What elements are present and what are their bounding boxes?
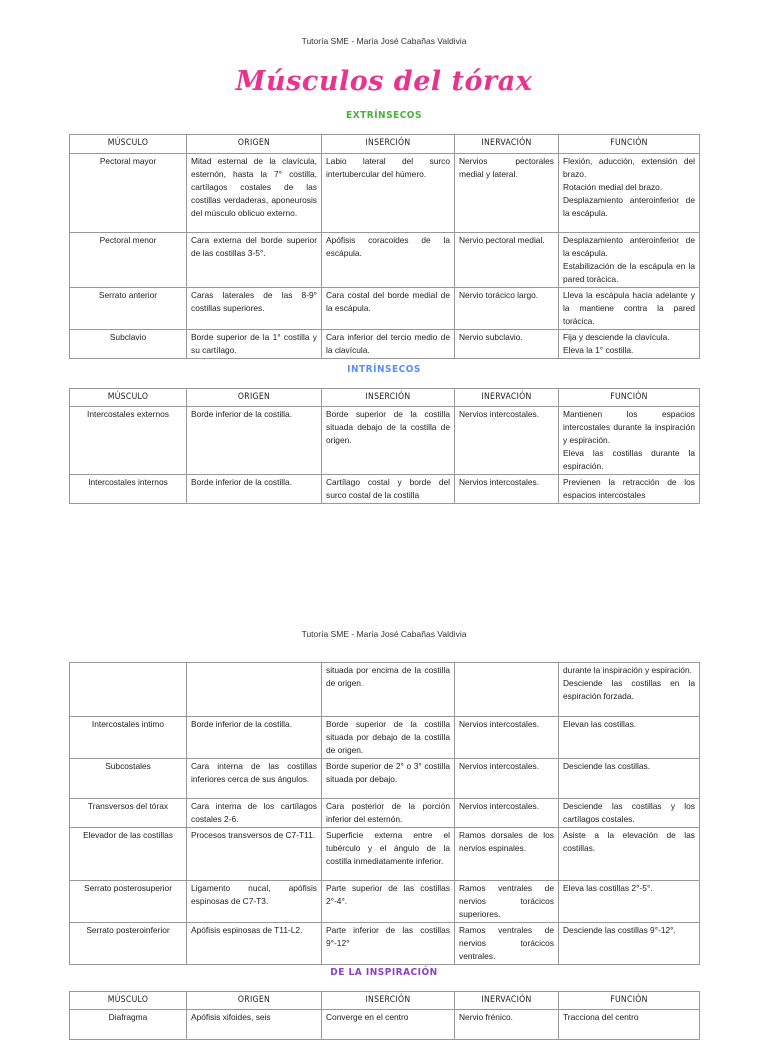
column-header-innervation: INERVACIÓN xyxy=(455,992,559,1010)
cell-origin: Procesos transversos de C7-T11. xyxy=(187,828,322,881)
cell-origin: Cara interna de los cartílagos costales 2-6. xyxy=(187,799,322,828)
cell-muscle: Transversos del tórax xyxy=(70,799,187,828)
cell-function: Fija y desciende la clavícula. Eleva la 1° costilla. xyxy=(559,330,700,359)
cell-insertion: Parte inferior de las costillas 9°-12° xyxy=(322,923,455,965)
cell-origin: Cara externa del borde superior de las costillas 3-5°. xyxy=(187,233,322,288)
page-title: Músculos del tórax xyxy=(235,66,533,97)
cell-muscle: Subclavio xyxy=(70,330,187,359)
cell-innervation: Nervio frénico. xyxy=(455,1010,559,1040)
cell-origin: Apófisis xifoides, seis xyxy=(187,1010,322,1040)
cell-muscle: Subcostales xyxy=(70,759,187,799)
column-header-insertion: INSERCIÓN xyxy=(322,389,455,407)
cell-function: Previenen la retracción de los espacios intercostales xyxy=(559,475,700,504)
cell-muscle: Elevador de las costillas xyxy=(70,828,187,881)
cell-function: Desciende las costillas. xyxy=(559,759,700,799)
table-row xyxy=(70,330,700,359)
cell-function: Lleva la escápula hacia adelante y la mantiene contra la pared torácica. xyxy=(559,288,700,330)
table-row xyxy=(70,759,700,799)
cell-muscle: Intercostales internos xyxy=(70,475,187,504)
cell-function: Flexión, aducción, extensión del brazo. Rotación medial del brazo. Desplazamiento anteroinferior de la escápula. xyxy=(559,154,700,233)
cell-function: Eleva las costillas 2°-5°. xyxy=(559,881,700,923)
page-header-2: Tutoría SME - María José Cabañas Valdivia xyxy=(301,629,467,639)
cell-function: Elevan las costillas. xyxy=(559,717,700,759)
column-header-origin: ORIGEN xyxy=(187,992,322,1010)
cell-insertion: Borde superior de la costilla situada debajo de la costilla de origen. xyxy=(322,407,455,475)
cell-function: Desplazamiento anteroinferior de la escápula. Estabilización de la escápula en la pared torácica. xyxy=(559,233,700,288)
cell-insertion: situada por encima de la costilla de origen. xyxy=(322,663,455,717)
cell-origin: Borde superior de la 1° costilla y su cartílago. xyxy=(187,330,322,359)
cell-origin xyxy=(187,663,322,717)
section-heading-extrinsecos: EXTRÍNSECOS xyxy=(346,110,422,121)
cell-muscle xyxy=(70,663,187,717)
cell-origin: Caras laterales de las 8-9° costillas superiores. xyxy=(187,288,322,330)
table-header-row xyxy=(70,135,700,154)
cell-innervation: Nervios intercostales. xyxy=(455,717,559,759)
cell-muscle: Serrato posterosuperior xyxy=(70,881,187,923)
cell-origin: Borde inferior de la costilla. xyxy=(187,475,322,504)
cell-muscle: Serrato anterior xyxy=(70,288,187,330)
cell-muscle: Intercostales intimo xyxy=(70,717,187,759)
cell-muscle: Pectoral mayor xyxy=(70,154,187,233)
table-row xyxy=(70,799,700,828)
column-header-function: FUNCIÓN xyxy=(559,992,700,1010)
cell-insertion: Cartílago costal y borde del surco costal de la costilla xyxy=(322,475,455,504)
column-header-insertion: INSERCIÓN xyxy=(322,135,455,154)
cell-insertion: Cara posterior de la porción inferior del esternón. xyxy=(322,799,455,828)
page-header: Tutoría SME - María José Cabañas Valdivia xyxy=(301,36,467,46)
cell-innervation xyxy=(455,663,559,717)
cell-insertion: Cara costal del borde medial de la escápula. xyxy=(322,288,455,330)
cell-function: Desciende las costillas y los cartílagos costales. xyxy=(559,799,700,828)
table-row xyxy=(70,828,700,881)
cell-muscle: Serrato posteroinferior xyxy=(70,923,187,965)
table-row xyxy=(70,233,700,288)
muscle-table-intrinsecos xyxy=(69,388,700,504)
muscle-table-intrinsecos-continued xyxy=(69,662,700,965)
cell-muscle: Pectoral menor xyxy=(70,233,187,288)
cell-innervation: Nervio pectoral medial. xyxy=(455,233,559,288)
cell-insertion: Borde superior de 2° o 3° costilla situada por debajo. xyxy=(322,759,455,799)
column-header-origin: ORIGEN xyxy=(187,135,322,154)
cell-innervation: Nervios pectorales medial y lateral. xyxy=(455,154,559,233)
cell-insertion: Converge en el centro xyxy=(322,1010,455,1040)
cell-innervation: Nervios intercostales. xyxy=(455,759,559,799)
column-header-muscle: MÚSCULO xyxy=(70,389,187,407)
cell-insertion: Superficie externa entre el tubérculo y el ángulo de la costilla inmediatamente inferior. xyxy=(322,828,455,881)
cell-function: Desciende las costillas 9°-12°. xyxy=(559,923,700,965)
table-header-row xyxy=(70,992,700,1010)
column-header-innervation: INERVACIÓN xyxy=(455,389,559,407)
section-heading-inspiracion: DE LA INSPIRACIÓN xyxy=(330,967,438,978)
cell-innervation: Nervios intercostales. xyxy=(455,475,559,504)
table-row xyxy=(70,663,700,717)
cell-innervation: Ramos ventrales de nervios torácicos superiores. xyxy=(455,881,559,923)
table-row xyxy=(70,1010,700,1040)
cell-origin: Borde inferior de la costilla. xyxy=(187,407,322,475)
muscle-table-extrinsecos xyxy=(69,134,700,359)
cell-insertion: Borde superior de la costilla situada por debajo de la costilla de origen. xyxy=(322,717,455,759)
cell-function: Mantienen los espacios intercostales durante la inspiración y espiración. Eleva las costillas durante la espiración. xyxy=(559,407,700,475)
cell-origin: Ligamento nucal, apófisis espinosas de C7-T3. xyxy=(187,881,322,923)
section-heading-intrinsecos: INTRÍNSECOS xyxy=(347,364,421,375)
cell-origin: Mitad esternal de la clavícula, esternón, hasta la 7° costilla, cartílagos costales de las costillas verdaderas, aponeurosis del músculo oblicuo externo. xyxy=(187,154,322,233)
cell-function: durante la inspiración y espiración. Desciende las costillas en la espiración forzada. xyxy=(559,663,700,717)
cell-insertion: Cara inferior del tercio medio de la clavícula. xyxy=(322,330,455,359)
column-header-muscle: MÚSCULO xyxy=(70,135,187,154)
cell-innervation: Nervio subclavio. xyxy=(455,330,559,359)
cell-function: Asiste a la elevación de las costillas. xyxy=(559,828,700,881)
cell-origin: Borde inferior de la costilla. xyxy=(187,717,322,759)
cell-innervation: Ramos ventrales de nervios torácicos ventrales. xyxy=(455,923,559,965)
cell-muscle: Intercostales externos xyxy=(70,407,187,475)
cell-insertion: Parte superior de las costillas 2°-4°. xyxy=(322,881,455,923)
column-header-muscle: MÚSCULO xyxy=(70,992,187,1010)
table-row xyxy=(70,923,700,965)
column-header-function: FUNCIÓN xyxy=(559,135,700,154)
cell-innervation: Ramos dorsales de los nervios espinales. xyxy=(455,828,559,881)
table-row xyxy=(70,288,700,330)
cell-insertion: Apófisis coracoides de la escápula. xyxy=(322,233,455,288)
table-row xyxy=(70,717,700,759)
cell-origin: Apófisis espinosas de T11-L2. xyxy=(187,923,322,965)
table-row xyxy=(70,881,700,923)
column-header-origin: ORIGEN xyxy=(187,389,322,407)
muscle-table-inspiracion xyxy=(69,991,700,1040)
column-header-innervation: INERVACIÓN xyxy=(455,135,559,154)
column-header-function: FUNCIÓN xyxy=(559,389,700,407)
cell-insertion: Labio lateral del surco intertubercular del húmero. xyxy=(322,154,455,233)
column-header-insertion: INSERCIÓN xyxy=(322,992,455,1010)
cell-innervation: Nervios intercostales. xyxy=(455,407,559,475)
table-row xyxy=(70,154,700,233)
cell-origin: Cara interna de las costillas inferiores cerca de sus ángulos. xyxy=(187,759,322,799)
cell-innervation: Nervio torácico largo. xyxy=(455,288,559,330)
cell-muscle: Diafragma xyxy=(70,1010,187,1040)
cell-innervation: Nervios intercostales. xyxy=(455,799,559,828)
cell-function: Tracciona del centro xyxy=(559,1010,700,1040)
table-header-row xyxy=(70,389,700,407)
table-row xyxy=(70,407,700,475)
table-row xyxy=(70,475,700,504)
